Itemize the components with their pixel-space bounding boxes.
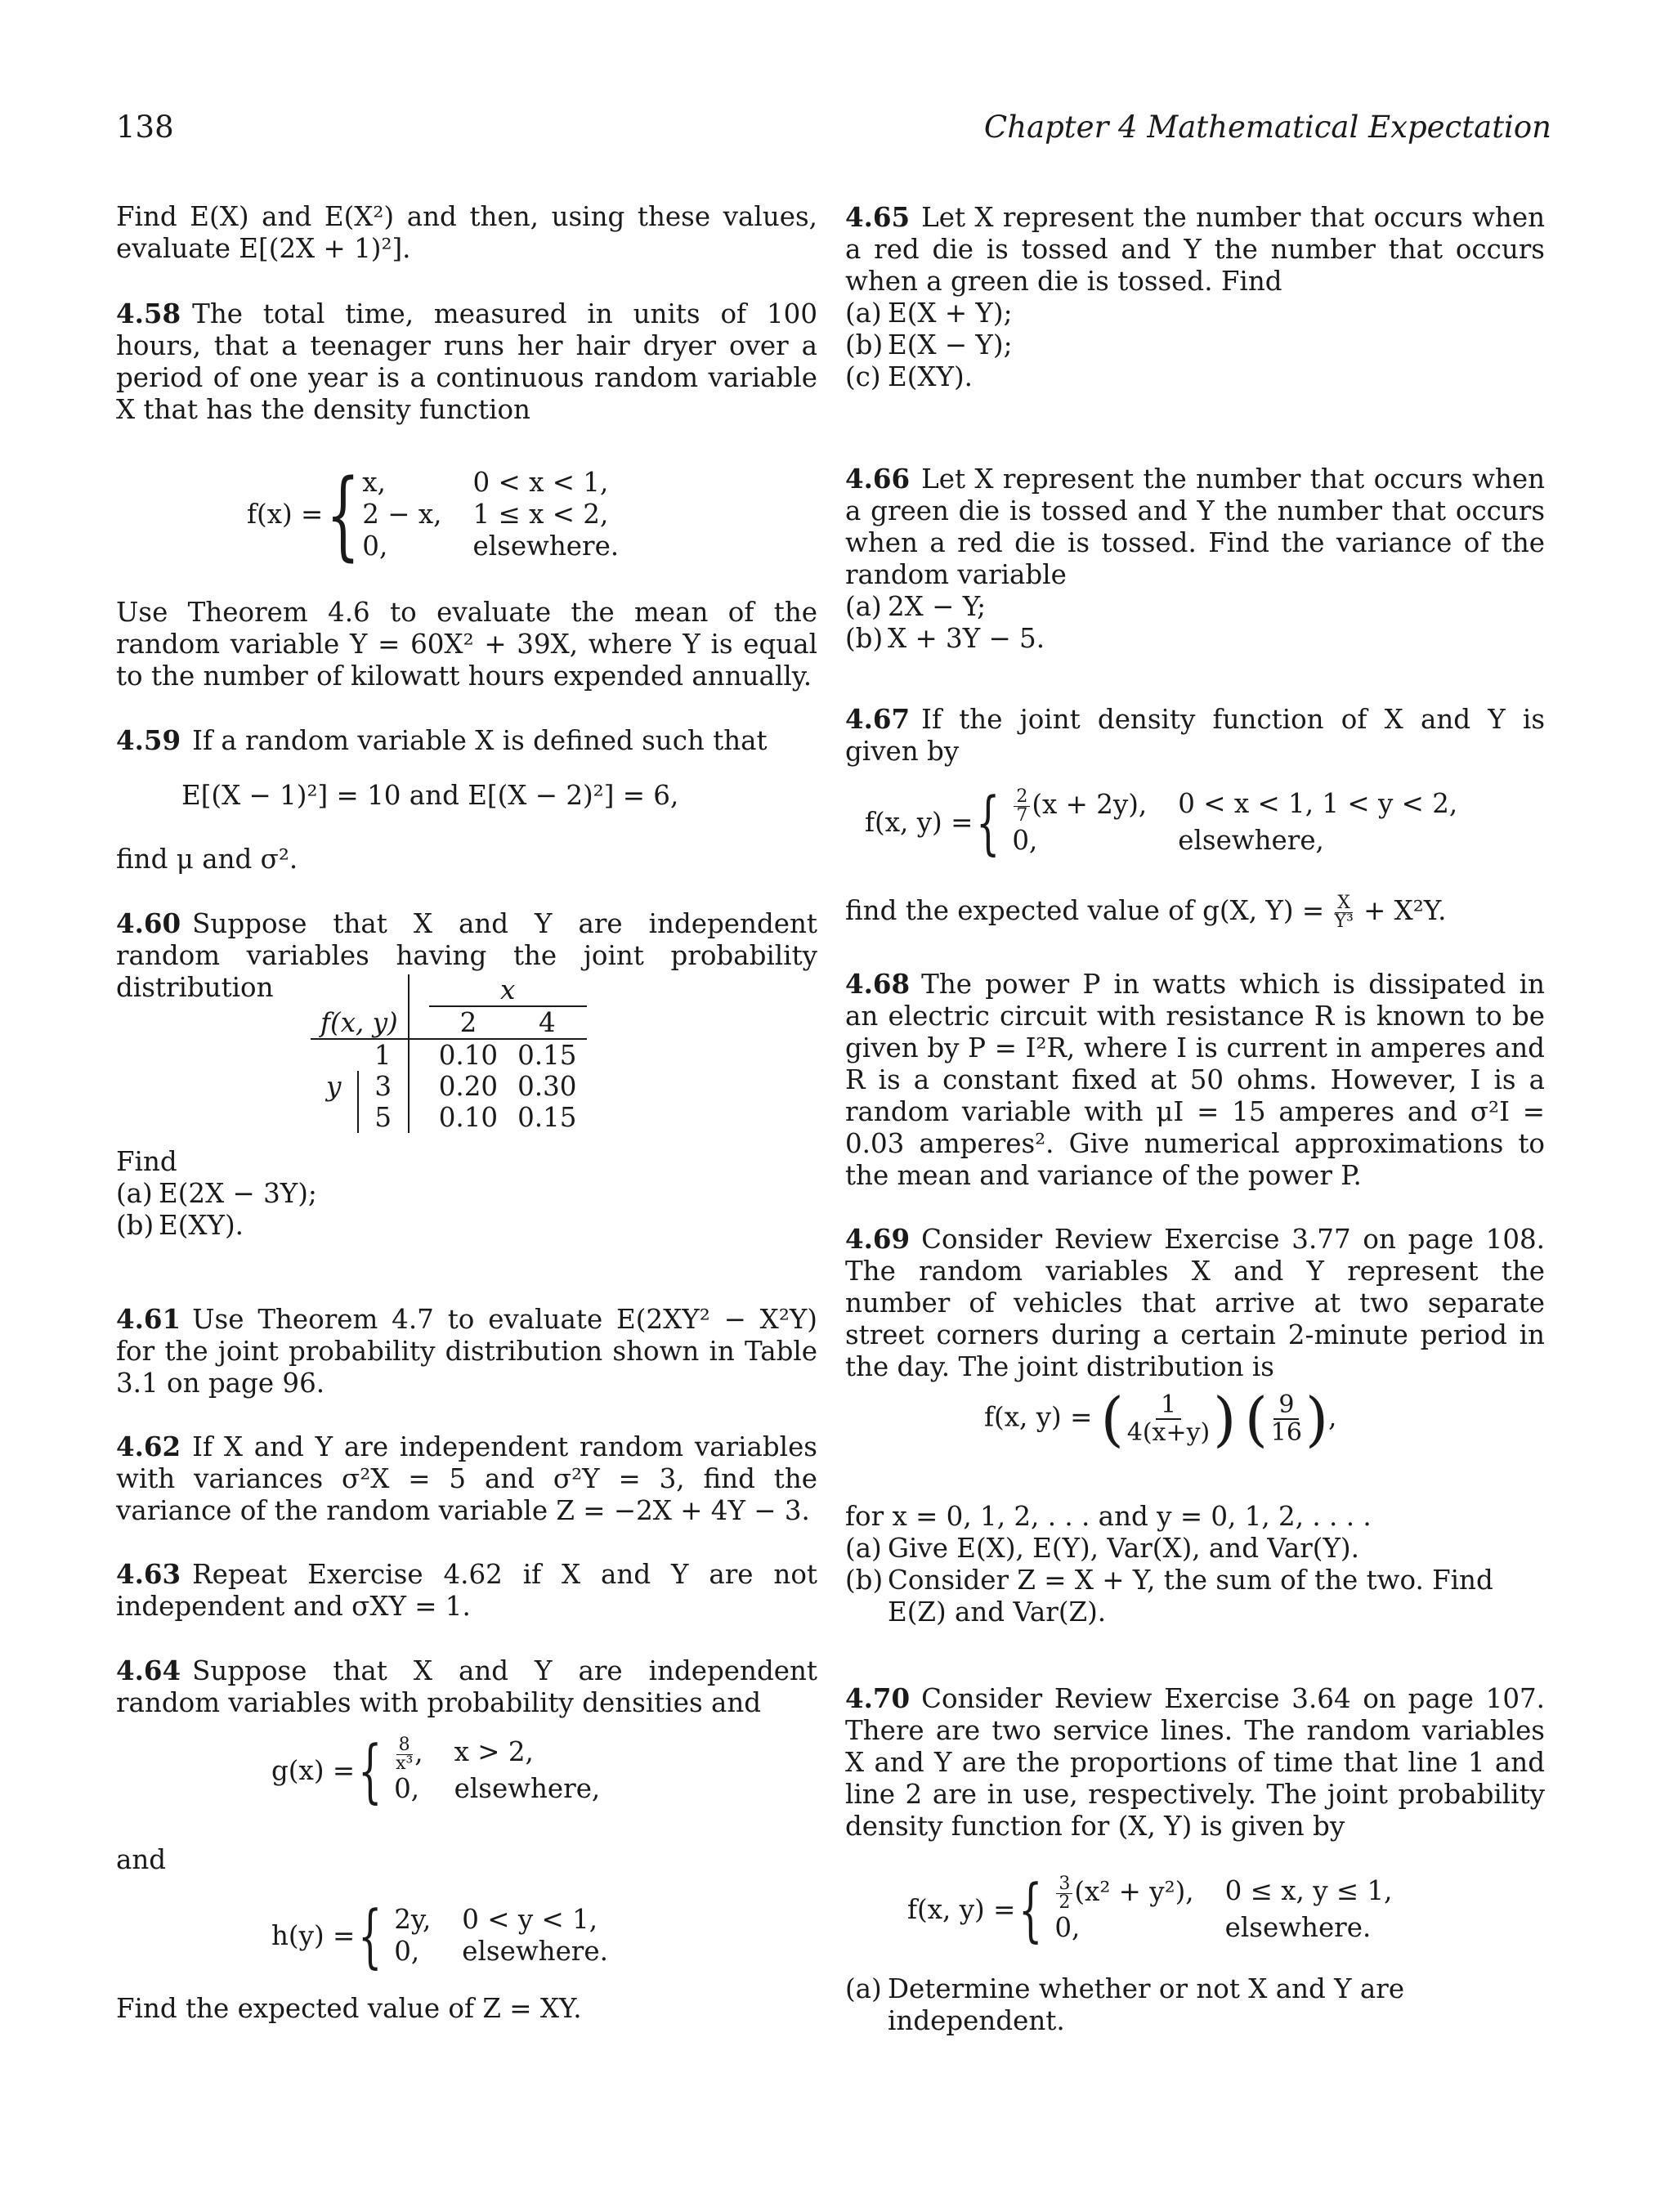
function-lhs: f(x, y) = [907, 1893, 1016, 1925]
case-cond: 0 < x < 1, 1 < y < 2, [1178, 788, 1458, 819]
continued-text: Find E(X) and E(X²) and then, using these values, evaluate E[(2X + 1)²]. [116, 201, 817, 264]
case-cond: 0 ≤ x, y ≤ 1, [1224, 1875, 1393, 1906]
density-function-display [247, 458, 620, 571]
exercise-number: 4.60 [116, 907, 181, 939]
case-cond: elsewhere. [1224, 1912, 1372, 1943]
exercise-4-70-items [845, 1973, 1545, 2037]
list-item: (a) 2X − Y; [845, 591, 987, 622]
fraction: $\frac{2}{7}$ [1014, 788, 1030, 825]
piecewise-cases: $\frac{2}{7}$ (x + 2y), 0 < x < 1, 1 < y < 2, 0, elsewhere, [1012, 786, 1458, 856]
fraction: $\frac{8}{\text{x³}}$ [396, 1735, 414, 1774]
exercise-number: 4.58 [116, 298, 181, 329]
find-label: Find [116, 1146, 177, 1177]
exercise-number: 4.67 [845, 703, 911, 735]
exercise-text: Consider Review Exercise 3.77 on page 108. The random variables X and Y represent the number of vehicles that arrive at two separate street corners during a certain 2-minute period in the day. The joint distribution is [845, 1224, 1545, 1382]
exercise-4-59 [116, 724, 817, 757]
y-axis-label: y [326, 1071, 342, 1102]
exercise-number: 4.62 [116, 1431, 181, 1462]
exercise-4-62 [116, 1431, 817, 1527]
case-expr: 0, [1012, 825, 1038, 856]
list-item: (a) Give E(X), E(Y), Var(X), and Var(Y). [845, 1533, 1359, 1564]
list-item: (c) E(XY). [845, 361, 974, 392]
fraction: $\frac{X}{\text{Y³}}$ [1334, 893, 1354, 932]
table-cell: 0.10 [438, 1102, 499, 1133]
x-axis-label: x [429, 974, 587, 1006]
exercise-number: 4.59 [116, 724, 181, 756]
exercise-text: If X and Y are independent random variables with variances σ²X = 5 and σ²Y = 3, find the variance of the random variable Z = −2X + 4Y − 3. [116, 1431, 817, 1526]
case-cond: 1 ≤ x < 2, [472, 498, 609, 530]
exercise-number: 4.64 [116, 1655, 181, 1686]
g-density-display [271, 1731, 601, 1811]
piecewise-cases [394, 1904, 608, 1968]
exercise-4-68 [845, 968, 1545, 1192]
function-lhs: g(x) = [271, 1754, 356, 1786]
exercise-4-64 [116, 1655, 817, 1719]
case-expr: 0, [1054, 1912, 1081, 1943]
h-density-display [271, 1896, 608, 1976]
table-cell: 0.10 [438, 1040, 499, 1071]
exercise-text: Let X represent the number that occurs when a green die is tossed and Y the number that occurs when a red die is tossed. Find the variance of the random variable [845, 463, 1545, 590]
list-item: (a) E(2X − 3Y); [116, 1178, 317, 1209]
joint-distribution-table [311, 974, 587, 1133]
table-cell: 0.15 [517, 1040, 577, 1071]
joint-distribution-display: f(x, y) = ( $\frac{1}{4(x+y)}$ ) ( $\frac{9}{16}$ ), [984, 1385, 1337, 1453]
case-expr: 0, [362, 530, 388, 562]
function-lhs: f(x, y) = [865, 806, 974, 838]
exercise-4-58-after [116, 597, 817, 692]
exercise-text: Let X represent the number that occurs when a red die is tossed and Y the number that occurs when a green die is tossed. Find [845, 202, 1545, 297]
y-value: 1 [374, 1040, 392, 1071]
list-item: (b) E(XY). [116, 1210, 244, 1241]
exercise-number: 4.66 [845, 463, 911, 495]
joint-pdf-display [907, 1869, 1393, 1950]
piecewise-cases: $\frac{8}{\text{x³}}$ , x > 2, 0, elsewhere, [394, 1735, 601, 1804]
case-cond: 0 < y < 1, [462, 1904, 598, 1935]
exercise-4-58 [116, 298, 817, 426]
fraction: $\frac{3}{2}$ [1056, 1875, 1072, 1912]
case-cond: 0 < x < 1, [472, 466, 609, 498]
exercise-text: Use Theorem 4.7 to evaluate E(2XY² − X²Y) for the joint probability distribution shown in Table 3.1 on page 96. [116, 1304, 817, 1399]
list-item: (b) Consider Z = X + Y, the sum of the two. Find E(Z) and Var(Z). [845, 1565, 1493, 1628]
exercise-number: 4.70 [845, 1682, 911, 1714]
exercise-4-67-after: find the expected value of g(X, Y) = $\frac{X}{\text{Y³}}$ + X²Y. [845, 893, 1447, 932]
exercise-text: find μ and σ². [116, 844, 298, 875]
list-item: (a) Determine whether or not X and Y are independent. [845, 1973, 1405, 2036]
piecewise-cases [362, 467, 619, 562]
expectation-display: E[(X − 1)²] = 10 and E[(X − 2)²] = 6, [181, 780, 679, 811]
page-number: 138 [116, 110, 174, 145]
chapter-title: Chapter 4 Mathematical Expectation [983, 110, 1551, 145]
and-text: and [116, 1844, 167, 1875]
left-brace: { [358, 1731, 383, 1811]
table-cell: 0.15 [517, 1102, 577, 1133]
list-item: (b) X + 3Y − 5. [845, 623, 1045, 654]
exercise-number: 4.65 [845, 201, 911, 233]
exercise-text: Use Theorem 4.6 to evaluate the mean of the random variable Y = 60X² + 39X, where Y is equal to the number of kilowatt hours expended annually. [116, 597, 817, 692]
exercise-4-65 [845, 201, 1545, 393]
case-cond: elsewhere, [1178, 825, 1324, 856]
exercise-4-61 [116, 1303, 817, 1399]
exercise-number: 4.63 [116, 1558, 181, 1590]
exercise-4-59-after [116, 844, 817, 875]
exercise-text: Consider Review Exercise 3.64 on page 107. There are two service lines. The random variables X and Y are the proportions of time that line 1 and line 2 are in use, respectively. The joint probability density function for (X, Y) is given by [845, 1683, 1545, 1842]
function-lhs: f(x, y) = [984, 1401, 1093, 1433]
joint-density-display [865, 782, 1458, 862]
case-cond: elsewhere. [462, 1936, 608, 1967]
exercise-4-69-items: for x = 0, 1, 2, . . . and y = 0, 1, 2, . . . . (a) Give E(X), E(Y), Var(X), and Var(Y). (b) Consider Z = X + Y, the sum of the two. Find E(Z) and Var(Z). [845, 1501, 1545, 1628]
exercise-number: 4.68 [845, 968, 911, 1000]
exercise-number: 4.69 [845, 1223, 911, 1255]
exercise-text: Repeat Exercise 4.62 if X and Y are not independent and σXY = 1. [116, 1559, 817, 1622]
left-brace: { [358, 1896, 383, 1976]
fraction: $\frac{1}{4(x+y)}$ [1126, 1390, 1211, 1447]
exercise-4-66 [845, 463, 1545, 655]
case-cond: elsewhere. [472, 530, 620, 562]
table-row [311, 1102, 587, 1133]
exercise-text: Suppose that X and Y are independent random variables having the joint probability distribution [116, 908, 817, 1003]
x-value: 4 [508, 1006, 586, 1039]
case-expr: 2y, [394, 1904, 432, 1935]
exercise-4-70 [845, 1682, 1545, 1843]
y-value: 3 [358, 1071, 409, 1102]
table-row [311, 1071, 587, 1102]
fxy-label: f(x, y) [311, 1006, 409, 1039]
exercise-text: If the joint density function of X and Y is given by [845, 704, 1545, 767]
exercise-4-69 [845, 1223, 1545, 1383]
function-lhs: f(x) = [247, 498, 324, 530]
x-value: 2 [429, 1006, 508, 1039]
continued-exercise [116, 201, 817, 265]
case-expr: x, [362, 466, 386, 498]
exercise-4-63 [116, 1558, 817, 1623]
exercise-text: Suppose that X and Y are independent random variables with probability densities and [116, 1655, 817, 1718]
y-value: 5 [358, 1102, 409, 1133]
table-row [311, 1039, 587, 1071]
case-expr: 0, [394, 1773, 420, 1804]
function-lhs: h(y) = [271, 1919, 356, 1951]
piecewise-cases: $\frac{3}{2}$ (x² + y²), 0 ≤ x, y ≤ 1, 0, elsewhere. [1054, 1874, 1393, 1943]
left-brace: { [1018, 1869, 1043, 1950]
left-brace: { [326, 458, 360, 571]
exercise-4-67 [845, 703, 1545, 768]
exercise-text: The total time, measured in units of 100 hours, that a teenager runs her hair dryer over a period of one year is a continuous random variable X that has the density function [116, 298, 817, 425]
case-expr: 2 − x, [362, 498, 442, 530]
case-cond: elsewhere, [454, 1773, 601, 1804]
exercise-text: If a random variable X is defined such that [192, 725, 768, 756]
table-cell: 0.20 [438, 1071, 499, 1102]
fraction: $\frac{9}{16}$ [1270, 1390, 1302, 1447]
exercise-text: The power P in watts which is dissipated in an electric circuit with resistance R is known to be given by P = I²R, where I is current in amperes and R is a constant fixed at 50 ohms. However, I is a random variable with μI = 15 amperes and σ²I = 0.03 amperes². Give numerical approximations to the mean and variance of the power P. [845, 969, 1545, 1191]
case-expr: 0, [394, 1936, 420, 1967]
exercise-4-64-after: Find the expected value of Z = XY. [116, 1993, 582, 2024]
list-item: (a) E(X + Y); [845, 298, 1013, 329]
exercise-4-60-find [116, 1146, 817, 1242]
case-cond: x > 2, [454, 1736, 534, 1767]
list-item: (b) E(X − Y); [845, 329, 1013, 360]
left-brace: { [976, 782, 1000, 862]
exercise-number: 4.61 [116, 1303, 181, 1335]
table-cell: 0.30 [517, 1071, 577, 1102]
